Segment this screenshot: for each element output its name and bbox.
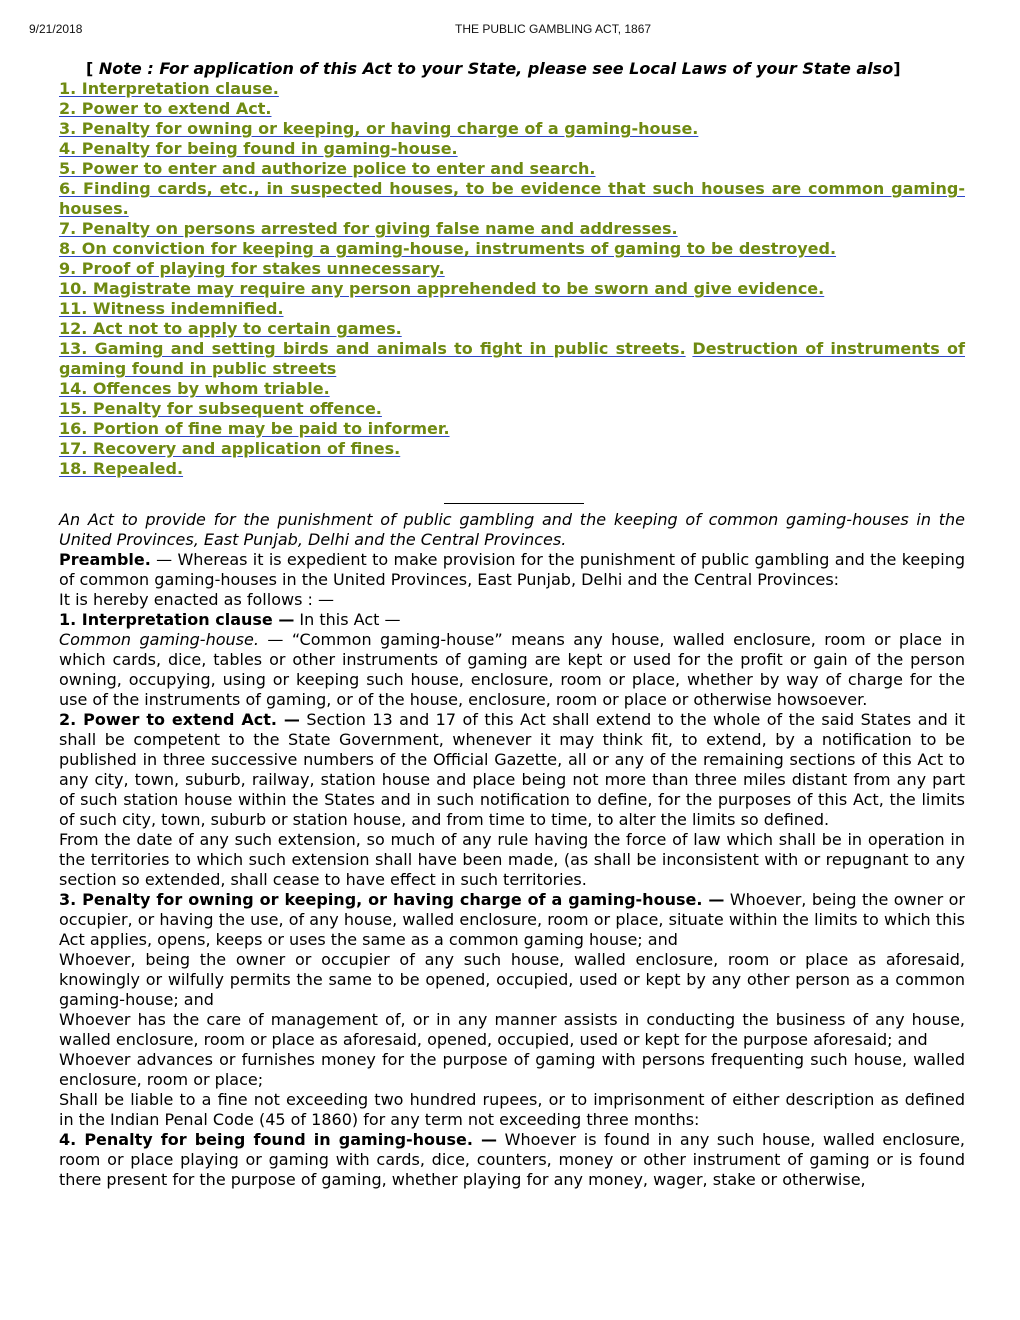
- section-3-paragraph-4: Whoever advances or furnishes money for the purpose of gaming with persons frequenting such house, walled enclosure, room or place;: [59, 1050, 965, 1089]
- definition-text: — “Common gaming-house” means any house, walled enclosure, room or place in which cards, dice, tables or other instruments of gaming are kept or used for the profit or gain of the person owning, occupying, using or keeping such house, enclosure, room or place, whether by way of charge for the use of the instruments of gaming, or of the house, enclosure, room or place or otherwise howsoever.: [59, 630, 966, 709]
- toc-link-3[interactable]: 3. Penalty for owning or keeping, or having charge of a gaming-house.: [59, 119, 699, 138]
- preamble-heading: Preamble.: [59, 550, 151, 569]
- section-3-paragraph-3: Whoever has the care of management of, or in any manner assists in conducting the business of any house, walled enclosure, room or place as aforesaid, opened, occupied, used or kept for the purpose aforesaid; and: [59, 1010, 965, 1049]
- section-3-heading: 3. Penalty for owning or keeping, or having charge of a gaming-house. —: [59, 890, 725, 909]
- state-note: [59, 59, 965, 79]
- toc-link-11[interactable]: 11. Witness indemnified.: [59, 299, 284, 318]
- print-date: 9/21/2018: [29, 22, 83, 36]
- section-4-text: Whoever is found in any such house, walled enclosure, room or place playing or gaming with cards, dice, counters, money or other instrument of gaming or is found there present for the purpose of gaming, whether playing for any money, wager, stake or otherwise,: [59, 1130, 966, 1189]
- note-open-bracket: [: [86, 59, 99, 78]
- preamble-text: — Whereas it is expedient to make provision for the punishment of public gambling and the keeping of common gaming-houses in the United Provinces, East Punjab, Delhi and the Central Provinces:: [59, 550, 965, 589]
- section-3-text: Whoever, being the owner or occupier, or having the use, of any house, walled enclosure, room or place, situate within the limits to which this Act applies, opens, keeps or uses the same as a common gaming house; and: [59, 890, 966, 949]
- toc-link-14[interactable]: 14. Offences by whom triable.: [59, 379, 330, 398]
- act-long-title: An Act to provide for the punishment of public gambling and the keeping of common gaming-houses in the United Provinces, East Punjab, Delhi and the Central Provinces.: [59, 510, 965, 549]
- toc-link-5[interactable]: 5. Power to enter and authorize police to enter and search.: [59, 159, 596, 178]
- preamble: [59, 550, 965, 590]
- toc-link-2[interactable]: 2. Power to extend Act.: [59, 99, 272, 118]
- toc-link-4[interactable]: 4. Penalty for being found in gaming-house.: [59, 139, 458, 158]
- note-text: Note : For application of this Act to your State, please see Local Laws of your State also: [98, 59, 894, 78]
- section-2-paragraph-2: From the date of any such extension, so much of any rule having the force of law which shall be in operation in the territories to which such extension shall have been made, (as shall be inconsistent with or repugnant to any section so extended, shall cease to have effect in such territories.: [59, 830, 965, 889]
- section-2-heading: 2. Power to extend Act. —: [59, 710, 300, 729]
- toc-link-1[interactable]: 1. Interpretation clause.: [59, 79, 279, 98]
- toc-link-6[interactable]: 6. Finding cards, etc., in suspected houses, to be evidence that such houses are common gaming-houses.: [59, 179, 965, 218]
- enacting-clause: It is hereby enacted as follows : —: [59, 590, 334, 609]
- section-3: [59, 890, 965, 950]
- toc-link-17[interactable]: 17. Recovery and application of fines.: [59, 439, 401, 458]
- toc-line-13: [59, 339, 965, 379]
- section-3-paragraph-2: Whoever, being the owner or occupier of any such house, walled enclosure, room or place as aforesaid, knowingly or wilfully permits the same to be opened, occupied, used or kept by any other person as a common gaming-house; and: [59, 950, 965, 1009]
- toc-link-7[interactable]: 7. Penalty on persons arrested for giving false name and addresses.: [59, 219, 678, 238]
- section-divider: [444, 503, 584, 504]
- toc-link-18[interactable]: 18. Repealed.: [59, 459, 184, 478]
- toc-link-13[interactable]: 13. Gaming and setting birds and animals to fight in public streets.: [59, 339, 686, 358]
- toc-link-16[interactable]: 16. Portion of fine may be paid to informer.: [59, 419, 450, 438]
- toc-link-15[interactable]: 15. Penalty for subsequent offence.: [59, 399, 382, 418]
- section-4-heading: 4. Penalty for being found in gaming-house. —: [59, 1130, 498, 1149]
- note-close-bracket: ]: [893, 59, 901, 78]
- section-1-text: In this Act —: [294, 610, 401, 629]
- section-3-paragraph-5: Shall be liable to a fine not exceeding two hundred rupees, or to imprisonment of either description as defined in the Indian Penal Code (45 of 1860) for any term not exceeding three months:: [59, 1090, 965, 1129]
- section-1-definition: [59, 630, 965, 710]
- section-1-heading: 1. Interpretation clause —: [59, 610, 295, 629]
- section-2-text: Section 13 and 17 of this Act shall extend to the whole of the said States and it shall be competent to the State Government, whenever it may think fit, to extend, by a notification to be published in three successive numbers of the Official Gazette, all or any of the remaining sections of this Act to any city, town, suburb, railway, station house and place being not more than three miles distant from any part of such station house within the States and in such notification to define, for the purposes of this Act, the limits of such city, town, suburb or station house, and from time to time, to alter the limits so defined.: [59, 710, 965, 829]
- section-4: [59, 1130, 965, 1190]
- section-1: [59, 610, 965, 630]
- toc-link-8[interactable]: 8. On conviction for keeping a gaming-house, instruments of gaming to be destroyed.: [59, 239, 837, 258]
- toc-link-10[interactable]: 10. Magistrate may require any person apprehended to be sworn and give evidence.: [59, 279, 825, 298]
- document-body: [59, 59, 965, 1190]
- section-2: [59, 710, 965, 830]
- toc-link-13-destruction[interactable]: Destruction of instruments of gaming found in public streets: [59, 339, 965, 378]
- definition-term: Common gaming-house.: [59, 630, 259, 649]
- toc-link-12[interactable]: 12. Act not to apply to certain games.: [59, 319, 402, 338]
- print-header-title: THE PUBLIC GAMBLING ACT, 1867: [455, 22, 652, 36]
- table-of-contents: [59, 79, 965, 479]
- toc-link-9[interactable]: 9. Proof of playing for stakes unnecessary.: [59, 259, 445, 278]
